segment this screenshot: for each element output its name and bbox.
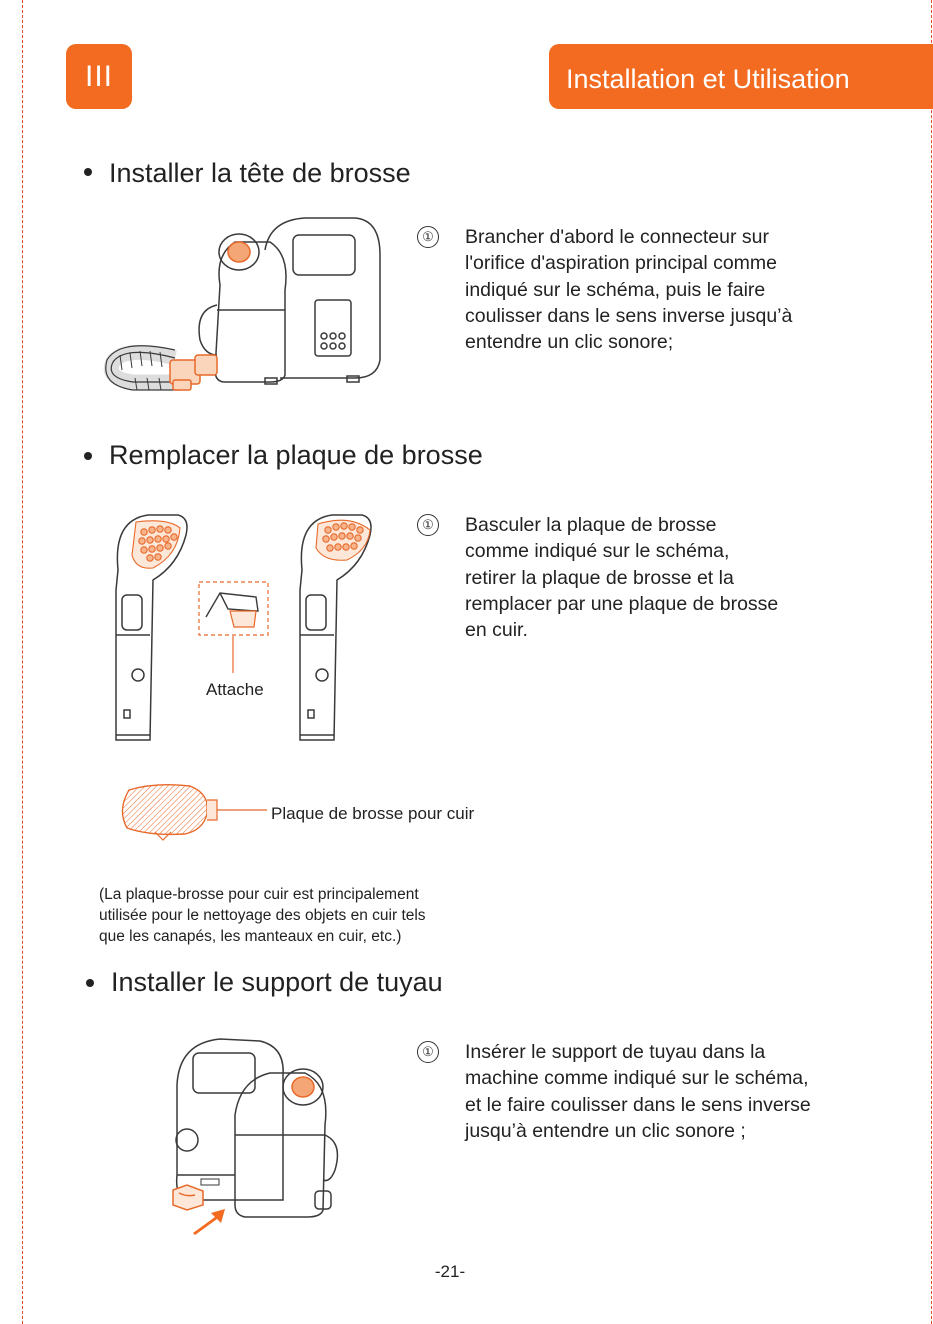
bullet-icon: [86, 979, 94, 987]
section-title-hose-support: Installer le support de tuyau: [111, 967, 443, 997]
step-text-brush-head: [465, 224, 792, 355]
leather-brush-plate-illustration: [115, 782, 270, 842]
section-title-brush-plate: Remplacer la plaque de brosse: [109, 440, 483, 470]
step-line: l'orifice d'aspiration principal comme: [465, 252, 777, 275]
step-line: indiqué sur le schéma, puis le faire: [465, 278, 766, 301]
step-line: retirer la plaque de brosse et la: [465, 566, 734, 589]
note-line: que les canapés, les manteaux en cuir, etc.): [99, 928, 402, 945]
section-title-brush-head: Installer la tête de brosse: [109, 158, 411, 188]
step-line: comme indiqué sur le schéma,: [465, 540, 730, 563]
handheld-brush-illustration: [108, 510, 193, 745]
step-line: remplacer par une plaque de brosse: [465, 592, 779, 615]
step-line: entendre un clic sonore;: [465, 331, 674, 354]
step-line: en cuir.: [465, 619, 528, 642]
handheld-brush-illustration: [292, 510, 377, 745]
step-line: Brancher d'abord le connecteur sur: [465, 226, 769, 248]
step-number: ①: [417, 1041, 439, 1063]
step-line: Basculer la plaque de brosse: [465, 514, 717, 536]
note-line: (La plaque-brosse pour cuir est principalement: [99, 886, 419, 903]
left-margin-line: [22, 0, 23, 1324]
chapter-badge: III: [66, 44, 132, 109]
step-line: et le faire coulisser dans le sens inverse: [465, 1093, 811, 1116]
page-header-title: Installation et Utilisation: [549, 44, 933, 109]
machine-with-hose-illustration: [105, 210, 390, 395]
machine-hose-support-illustration: [165, 1035, 340, 1235]
right-margin-line: [931, 0, 932, 1324]
leather-plate-label: Plaque de brosse pour cuir: [271, 804, 475, 823]
step-line: jusqu’à entendre un clic sonore ;: [465, 1119, 746, 1142]
note-line: utilisée pour le nettoyage des objets en cuir tels: [99, 907, 426, 924]
step-text-brush-plate: [465, 512, 778, 643]
step-number: ①: [417, 514, 439, 536]
attache-label: Attache: [206, 680, 264, 699]
step-text-hose-support: [465, 1039, 811, 1144]
attache-detail-illustration: [198, 581, 270, 673]
bullet-icon: [84, 168, 92, 176]
step-line: coulisser dans le sens inverse jusqu’à: [465, 304, 793, 327]
step-number: ①: [417, 226, 439, 248]
step-line: Insérer le support de tuyau dans la: [465, 1041, 766, 1063]
leather-plate-note: [99, 884, 426, 947]
step-line: machine comme indiqué sur le schéma,: [465, 1067, 809, 1090]
bullet-icon: [84, 452, 92, 460]
page-number: -21-: [434, 1262, 466, 1281]
